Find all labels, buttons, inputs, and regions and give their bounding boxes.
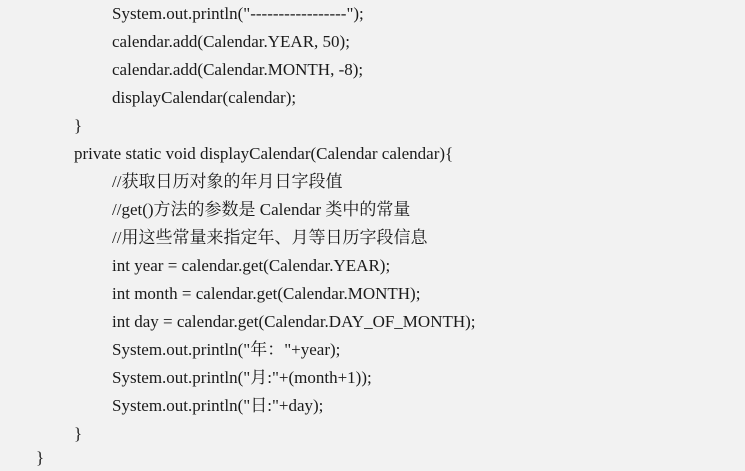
- code-line-13: System.out.println("年："+year);: [112, 340, 341, 359]
- code-line-17: }: [36, 448, 45, 467]
- code-line-8: //get()方法的参数是 Calendar 类中的常量: [112, 200, 411, 219]
- code-line-1: System.out.println("-----------------");: [112, 4, 364, 23]
- code-line-2: calendar.add(Calendar.YEAR, 50);: [112, 32, 350, 51]
- code-line-11: int month = calendar.get(Calendar.MONTH);: [112, 284, 421, 303]
- code-line-10: int year = calendar.get(Calendar.YEAR);: [112, 256, 391, 275]
- code-line-7: //获取日历对象的年月日字段值: [112, 172, 343, 191]
- code-line-4: displayCalendar(calendar);: [112, 88, 297, 107]
- code-line-12: int day = calendar.get(Calendar.DAY_OF_MONTH);: [112, 312, 476, 331]
- code-line-16: }: [74, 424, 83, 443]
- code-line-5: }: [74, 116, 83, 135]
- code-line-15: System.out.println("日:"+day);: [112, 396, 324, 415]
- code-line-3: calendar.add(Calendar.MONTH, -8);: [112, 60, 364, 79]
- code-line-14: System.out.println("月:"+(month+1));: [112, 368, 372, 387]
- code-line-6: private static void displayCalendar(Calendar calendar){: [74, 144, 454, 163]
- code-line-9: //用这些常量来指定年、月等日历字段信息: [112, 228, 428, 247]
